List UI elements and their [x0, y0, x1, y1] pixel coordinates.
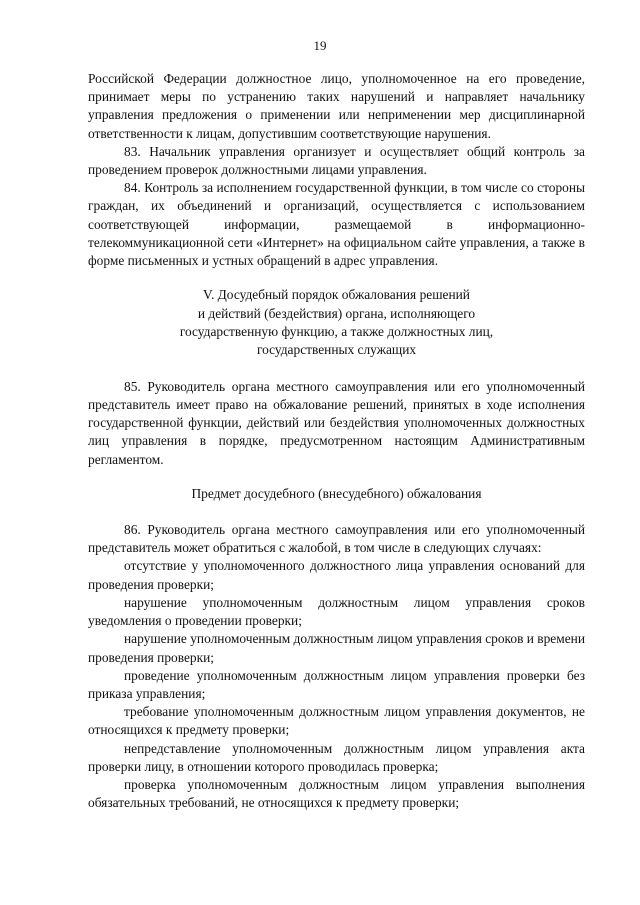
case-item: отсутствие у уполномоченного должностного лица управления оснований для проведения проверки; [88, 558, 585, 592]
page-number: 19 [313, 38, 327, 53]
case-item: требование уполномоченным должностным лицом управления документов, не относящихся к предмету проверки; [88, 704, 585, 738]
section-v-heading-line: государственную функцию, а также должностных лиц, [179, 324, 494, 340]
section-v-heading-line: V. Досудебный порядок обжалования решений [203, 287, 470, 303]
case-item: проверка уполномоченным должностным лицом управления выполнения обязательных требований, не относящихся к предмету проверки; [88, 776, 585, 811]
subsection-heading: Предмет досудебного (внесудебного) обжалования [191, 485, 482, 501]
case-item: нарушение уполномоченным должностным лицом управления сроков уведомления о проведении проверки; [88, 594, 585, 629]
section-v-heading [88, 286, 585, 360]
case-item: нарушение уполномоченным должностным лицом управления сроков и времени проведения проверки; [88, 631, 585, 665]
paragraph-85: 85. Руководитель органа местного самоуправления или его уполномоченный представитель имеет право на обжалование решений, принятых в ходе исполнения государственной функции, действий или бездействия уполномоченных должностных лиц управления в порядке, предусмотренном настоящим Административным регламентом. [88, 378, 585, 467]
paragraph-83: 83. Начальник управления организует и осуществляет общий контроль за проведением проверок должностными лицами управления. [88, 143, 585, 178]
section-v-heading-line: государственных служащих [256, 342, 417, 358]
case-item: непредставление уполномоченным должностным лицом управления акта проверки лицу, в отношении которого проводилась проверка; [88, 740, 585, 774]
section-v-heading-line: и действий (бездействия) органа, исполняющего [197, 305, 476, 321]
document-body [88, 70, 585, 812]
paragraph-86: 86. Руководитель органа местного самоуправления или его уполномоченный представитель может обратиться с жалобой, в том числе в следующих случаях: [88, 522, 585, 556]
paragraph-continuation: Российской Федерации должностное лицо, уполномоченное на его проведение, принимает меры по устранению таких нарушений и направляет начальнику управления предложения о применении или неприменении мер дисциплинарной ответственности к лицам, допустившим соответствующие нарушения. [88, 71, 585, 141]
case-item: проведение уполномоченным должностным лицом управления проверки без приказа управления; [88, 667, 585, 701]
paragraph-84: 84. Контроль за исполнением государственной функции, в том числе со стороны граждан, их объединений и организаций, осуществляется с использованием соответствующей информации, размещаемой в информационно-телекоммуникационной сети «Интернет» на официальном сайте управления, а также в форме письменных и устных обращений в адрес управления. [88, 180, 585, 269]
